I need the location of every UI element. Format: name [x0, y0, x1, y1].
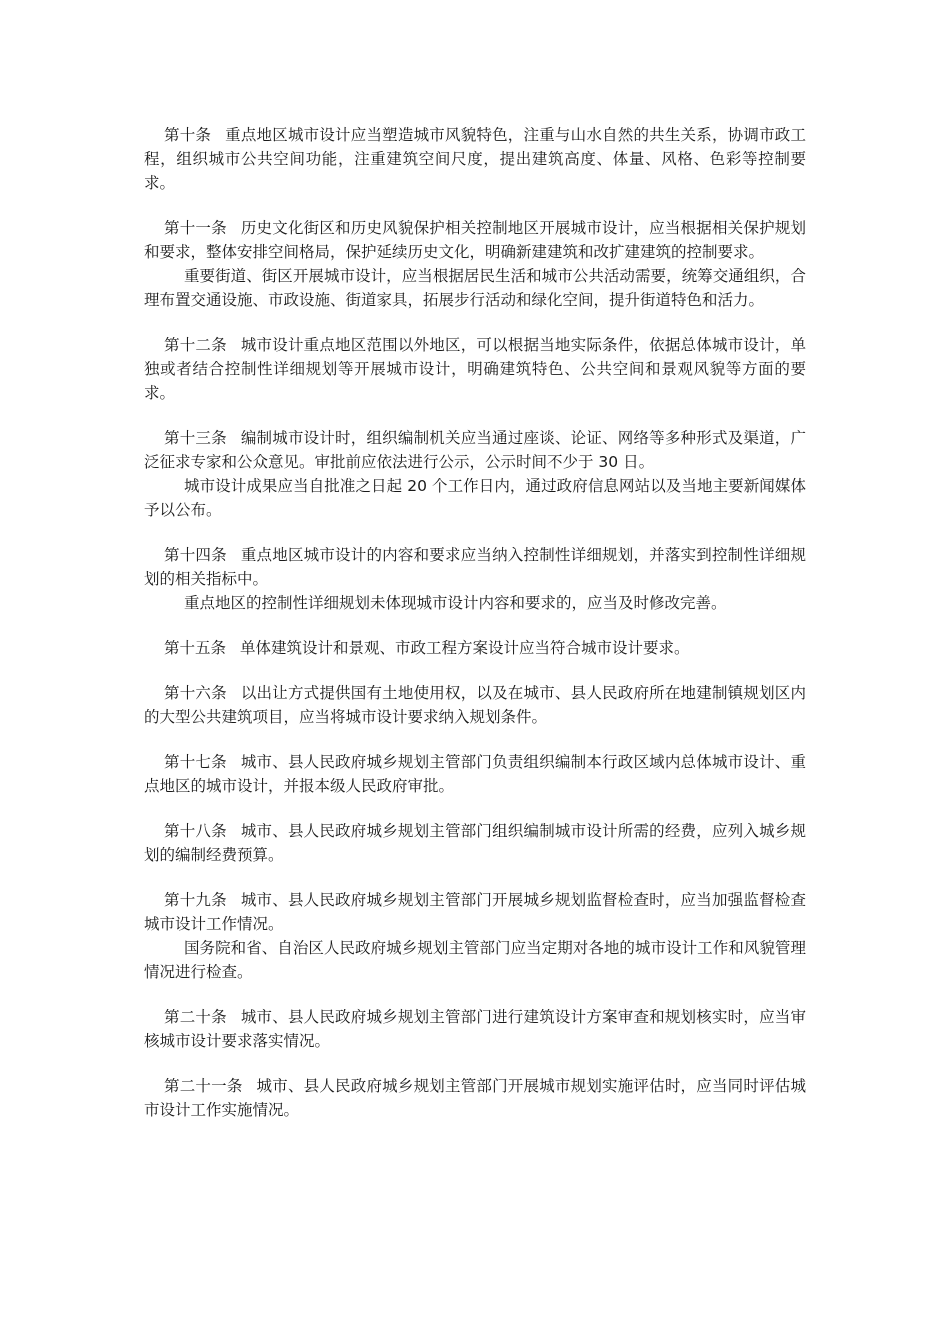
- article-number: 第十四条: [164, 546, 227, 564]
- article-17: [144, 750, 806, 798]
- article-number: 第十七条: [164, 753, 227, 771]
- article-paragraph: [144, 123, 806, 195]
- article-text: 城市设计重点地区范围以外地区，可以根据当地实际条件，依据总体城市设计，单独或者结合控制性详细规划等开展城市设计，明确建筑特色、公共空间和景观风貌等方面的要求。: [144, 336, 806, 402]
- article-text: 城市、县人民政府城乡规划主管部门进行建筑设计方案审查和规划核实时，应当审核城市设计要求落实情况。: [144, 1008, 806, 1050]
- article-text: 城市、县人民政府城乡规划主管部门组织编制城市设计所需的经费，应列入城乡规划的编制经费预算。: [144, 822, 806, 864]
- article-11: [144, 216, 806, 312]
- article-number: 第二十一条: [164, 1077, 243, 1095]
- article-text: 城市设计成果应当自批准之日起 20 个工作日内，通过政府信息网站以及当地主要新闻媒体予以公布。: [144, 477, 806, 519]
- article-paragraph: [144, 216, 806, 264]
- article-16: [144, 681, 806, 729]
- article-number: 第十一条: [164, 219, 227, 237]
- article-paragraph: [144, 1005, 806, 1053]
- article-number: 第十九条: [164, 891, 227, 909]
- article-paragraph: [144, 543, 806, 591]
- article-20: [144, 1005, 806, 1053]
- article-number: 第十条: [164, 126, 212, 144]
- article-number: 第十五条: [164, 639, 227, 657]
- article-paragraph: [144, 1074, 806, 1122]
- article-text: 历史文化街区和历史风貌保护相关控制地区开展城市设计，应当根据相关保护规划和要求，整体安排空间格局，保护延续历史文化，明确新建建筑和改扩建建筑的控制要求。: [144, 219, 806, 261]
- article-18: [144, 819, 806, 867]
- article-paragraph: [144, 819, 806, 867]
- article-number: 第二十条: [164, 1008, 227, 1026]
- article-text: 重点地区城市设计应当塑造城市风貌特色，注重与山水自然的共生关系，协调市政工程，组织城市公共空间功能，注重建筑空间尺度，提出建筑高度、体量、风格、色彩等控制要求。: [144, 126, 806, 192]
- article-10: [144, 123, 806, 195]
- article-number: 第十八条: [164, 822, 227, 840]
- article-13: [144, 426, 806, 522]
- article-paragraph: [144, 681, 806, 729]
- article-paragraph: [144, 474, 806, 522]
- article-text: 编制城市设计时，组织编制机关应当通过座谈、论证、网络等多种形式及渠道，广泛征求专家和公众意见。审批前应依法进行公示，公示时间不少于 30 日。: [144, 429, 806, 471]
- article-text: 重点地区的控制性详细规划未体现城市设计内容和要求的，应当及时修改完善。: [184, 594, 727, 612]
- article-text: 城市、县人民政府城乡规划主管部门开展城市规划实施评估时，应当同时评估城市设计工作实施情况。: [144, 1077, 806, 1119]
- document-page: [144, 123, 806, 1143]
- article-paragraph: [144, 750, 806, 798]
- article-paragraph: [144, 888, 806, 936]
- article-12: [144, 333, 806, 405]
- article-paragraph: [144, 936, 806, 984]
- article-paragraph: [144, 426, 806, 474]
- article-number: 第十二条: [164, 336, 227, 354]
- article-text: 城市、县人民政府城乡规划主管部门负责组织编制本行政区域内总体城市设计、重点地区的城市设计，并报本级人民政府审批。: [144, 753, 806, 795]
- article-15: [144, 636, 806, 660]
- article-21: [144, 1074, 806, 1122]
- article-text: 城市、县人民政府城乡规划主管部门开展城乡规划监督检查时，应当加强监督检查城市设计工作情况。: [144, 891, 806, 933]
- article-14: [144, 543, 806, 615]
- article-19: [144, 888, 806, 984]
- article-paragraph: [144, 636, 806, 660]
- article-paragraph: [144, 264, 806, 312]
- article-text: 重要街道、街区开展城市设计，应当根据居民生活和城市公共活动需要，统筹交通组织，合理布置交通设施、市政设施、街道家具，拓展步行活动和绿化空间，提升街道特色和活力。: [144, 267, 806, 309]
- article-number: 第十六条: [164, 684, 227, 702]
- article-text: 重点地区城市设计的内容和要求应当纳入控制性详细规划，并落实到控制性详细规划的相关指标中。: [144, 546, 806, 588]
- article-text: 单体建筑设计和景观、市政工程方案设计应当符合城市设计要求。: [240, 639, 690, 657]
- article-text: 国务院和省、自治区人民政府城乡规划主管部门应当定期对各地的城市设计工作和风貌管理情况进行检查。: [144, 939, 806, 981]
- article-paragraph: [144, 591, 806, 615]
- article-number: 第十三条: [164, 429, 227, 447]
- article-text: 以出让方式提供国有土地使用权，以及在城市、县人民政府所在地建制镇规划区内的大型公共建筑项目，应当将城市设计要求纳入规划条件。: [144, 684, 806, 726]
- article-paragraph: [144, 333, 806, 405]
